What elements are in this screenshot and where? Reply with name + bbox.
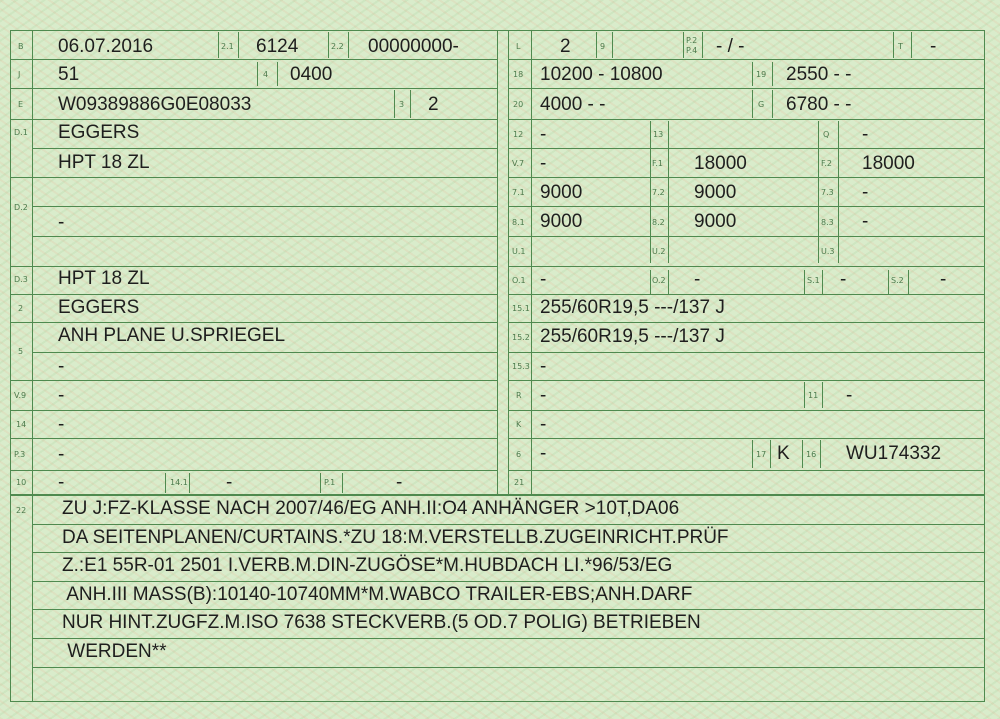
code-14-1-value: - <box>226 472 233 493</box>
vehicle-type-value: ANH PLANE U.SPRIEGEL <box>58 325 286 346</box>
code-u1: U.1 <box>512 247 526 256</box>
code-d2: D.2 <box>14 203 28 212</box>
max-speed-value: - <box>930 36 937 57</box>
hl-l-8 <box>10 266 498 267</box>
code-17-value: K <box>777 443 790 464</box>
remarks-line: DA SEITENPLANEN/CURTAINS.*ZU 18:M.VERSTELLB.ZUGEINRICHT.PRÜF <box>62 527 729 548</box>
code-12-value: - <box>540 124 547 145</box>
max-mass-technical-value: 18000 <box>694 153 747 174</box>
code-8-3: 8.3 <box>821 218 834 227</box>
code-8-1: 8.1 <box>512 218 525 227</box>
hl-l-11 <box>32 352 498 353</box>
sep-gb <box>772 90 773 118</box>
code-17: 17 <box>756 450 767 459</box>
standing-places-value: - <box>940 269 947 290</box>
hl-l-13 <box>10 410 498 411</box>
code-21: 21 <box>514 478 525 487</box>
type-key: 00000000- <box>368 36 459 57</box>
displacement-value: - <box>396 472 403 493</box>
permitted-axle-load-2-value: 9000 <box>694 211 737 232</box>
make-value: EGGERS <box>58 122 140 143</box>
trade-name-value: HPT 18 ZL <box>58 268 150 289</box>
document-number-value: WU174332 <box>846 443 942 464</box>
hl-rem-1 <box>32 524 984 525</box>
hl-r-9 <box>508 294 985 295</box>
frame-left <box>10 30 11 702</box>
hl-rem-3 <box>32 581 984 582</box>
sep-21 <box>218 32 219 58</box>
code-15-2: 15.2 <box>512 333 530 342</box>
code-10: 10 <box>16 478 27 487</box>
seats-value: - <box>840 269 847 290</box>
sep-g <box>752 90 753 118</box>
sep-4 <box>257 62 258 86</box>
col-f-a <box>650 121 651 263</box>
type-variant-value: - <box>58 212 65 233</box>
emission-code-value: - <box>58 414 65 435</box>
hl-l-4 <box>32 148 498 149</box>
hl-rem-2 <box>32 552 984 553</box>
sep-9b <box>612 32 613 58</box>
remarks-line: NUR HINT.ZUGFZ.M.ISO 7638 STECKVERB.(5 OD.7 POLIG) BETRIEBEN <box>62 612 701 633</box>
manufacturer-value: EGGERS <box>58 297 140 318</box>
hl-l-5 <box>10 177 498 178</box>
manufacturer-key: 6124 <box>256 36 299 57</box>
code-k: K <box>516 420 522 429</box>
hl-r-6 <box>508 206 985 207</box>
hl-r-8 <box>508 266 985 267</box>
code-u2: U.2 <box>652 247 666 256</box>
code-2: 2 <box>18 304 24 313</box>
sep-21b <box>238 32 239 58</box>
code-s2: S.2 <box>891 276 904 285</box>
code-j: J <box>18 70 21 79</box>
hl-rem-5 <box>32 638 984 639</box>
colour-code-value: - <box>846 385 853 406</box>
col-11-a <box>804 382 805 408</box>
hl-r-14 <box>508 438 985 439</box>
code-q: Q <box>823 130 830 139</box>
code-u3: U.3 <box>821 247 835 256</box>
axle-load-1-value: 9000 <box>540 182 583 203</box>
code-7-1: 7.1 <box>512 188 525 197</box>
sep-19b <box>772 62 773 86</box>
vehicle-class-value: 51 <box>58 64 80 85</box>
sep-22b <box>348 32 349 58</box>
hl-rem-6 <box>32 667 984 668</box>
co2-value: - <box>540 153 547 174</box>
left-code-divider <box>32 30 33 495</box>
colour-value: - <box>540 385 547 406</box>
sep-p1 <box>320 473 321 493</box>
height-value: 4000 - - <box>540 94 606 115</box>
sep-141 <box>165 473 166 493</box>
col-16-a <box>802 440 803 468</box>
sep-141b <box>189 473 190 493</box>
col-17-a <box>752 440 753 468</box>
permitted-axle-load-1-value: 9000 <box>540 211 583 232</box>
col-16-b <box>820 440 821 468</box>
sep-t <box>893 32 894 58</box>
check-digit-value: 2 <box>428 94 439 115</box>
center-divider-b <box>508 30 509 495</box>
remarks-line: WERDEN** <box>62 641 167 662</box>
tyres-axle-1-value: 255/60R19,5 ---/137 J <box>540 297 725 318</box>
col-17-b <box>770 440 771 468</box>
code-2-1: 2.1 <box>221 42 234 51</box>
col-s2-b <box>908 270 909 294</box>
frame-right <box>984 30 985 702</box>
right-code-divider <box>531 30 532 495</box>
code-6: 6 <box>516 450 522 459</box>
code-7-3: 7.3 <box>821 188 834 197</box>
vehicle-type-value-2: - <box>58 356 65 377</box>
towable-braked-value: - <box>540 269 547 290</box>
remarks-code-divider <box>32 495 33 701</box>
code-f1: F.1 <box>652 159 663 168</box>
max-mass-permissible-value: 18000 <box>862 153 915 174</box>
tyres-axle-2-value: 255/60R19,5 ---/137 J <box>540 326 725 347</box>
code-o1: O.1 <box>512 276 526 285</box>
axle-load-3-value: - <box>862 182 869 203</box>
permitted-axle-load-3-value: - <box>862 211 869 232</box>
code-7-2: 7.2 <box>652 188 665 197</box>
code-22: 22 <box>16 506 27 515</box>
code-b: B <box>18 42 24 51</box>
code-10-value: - <box>58 472 65 493</box>
sep-9 <box>596 32 597 58</box>
hl-r-12 <box>508 380 985 381</box>
hl-l-12 <box>10 380 498 381</box>
sep-22 <box>328 32 329 58</box>
hl-r-2 <box>508 88 985 89</box>
empty-mass-value: 6780 - - <box>786 94 852 115</box>
hl-remarks-top <box>10 494 985 496</box>
code-p3: P.3 <box>14 450 26 459</box>
sep-3 <box>394 90 395 118</box>
code-f2: F.2 <box>821 159 832 168</box>
hl-l-14 <box>10 438 498 439</box>
sep-3b <box>410 90 411 118</box>
code-16: 16 <box>806 450 817 459</box>
towable-unbraked-value: - <box>694 269 701 290</box>
code-12: 12 <box>513 130 524 139</box>
col-o2-b <box>668 270 669 294</box>
code-v7: V.7 <box>512 159 525 168</box>
hl-l-6 <box>32 206 498 207</box>
code-e: E <box>18 100 24 109</box>
code-14: 14 <box>16 420 27 429</box>
hl-r-5 <box>508 177 985 178</box>
width-value: 2550 - - <box>786 64 852 85</box>
sep-4b <box>277 62 278 86</box>
code-14-1: 14.1 <box>170 478 188 487</box>
code-p4: P.4 <box>686 46 698 55</box>
power-value: - / - <box>716 36 745 57</box>
sep-19 <box>752 62 753 86</box>
sep-p2b <box>702 32 703 58</box>
code-g: G <box>758 100 765 109</box>
center-divider-a <box>497 30 498 495</box>
code-2-2: 2.2 <box>331 42 344 51</box>
code-o2: O.2 <box>652 276 666 285</box>
hl-r-7 <box>508 236 985 237</box>
axles-value: 2 <box>560 36 571 57</box>
approval-date-value: - <box>540 443 547 464</box>
sep-tb <box>911 32 912 58</box>
code-l: L <box>516 42 521 51</box>
hl-r-15 <box>508 470 985 471</box>
vin-value: W09389886G0E08033 <box>58 94 252 115</box>
first-registration-date: 06.07.2016 <box>58 36 154 57</box>
hl-r-13 <box>508 410 985 411</box>
length-value: 10200 - 10800 <box>540 64 663 85</box>
code-5: 5 <box>18 347 24 356</box>
code-p2: P.2 <box>686 36 698 45</box>
hl-l-10 <box>10 322 498 323</box>
hl-l-15 <box>10 470 498 471</box>
code-13: 13 <box>653 130 664 139</box>
make-type-value: HPT 18 ZL <box>58 152 150 173</box>
emission-class-value: - <box>58 385 65 406</box>
code-t: T <box>898 42 903 51</box>
fuel-type-value: - <box>58 444 65 465</box>
code-s1: S.1 <box>807 276 820 285</box>
sep-p2 <box>683 32 684 58</box>
code-18: 18 <box>513 70 524 79</box>
code-8-2: 8.2 <box>652 218 665 227</box>
col-f-b <box>668 121 669 263</box>
col-11-b <box>822 382 823 408</box>
axle-load-2-value: 9000 <box>694 182 737 203</box>
tyres-axle-3-value: - <box>540 356 547 377</box>
frame-bottom <box>10 701 985 702</box>
col-s1-a <box>804 270 805 294</box>
hl-l-9 <box>10 294 498 295</box>
hl-rem-4 <box>32 609 984 610</box>
body-type-value: 0400 <box>290 64 333 85</box>
code-15-1: 15.1 <box>512 304 530 313</box>
code-r: R <box>516 391 522 400</box>
col-o2-a <box>650 270 651 294</box>
col-s1-b <box>822 270 823 294</box>
col-q-a <box>818 121 819 263</box>
code-d3: D.3 <box>14 275 28 284</box>
code-20: 20 <box>513 100 524 109</box>
code-v9: V.9 <box>14 391 27 400</box>
hl-r-11 <box>508 352 985 353</box>
sep-p1b <box>342 473 343 493</box>
hl-l-3 <box>10 119 498 120</box>
type-approval-value: - <box>540 414 547 435</box>
hl-l-7 <box>32 236 498 237</box>
col-q-b <box>838 121 839 263</box>
code-15-3: 15.3 <box>512 362 530 371</box>
hl-l-2 <box>10 88 498 89</box>
code-4: 4 <box>263 70 269 79</box>
col-s2-a <box>888 270 889 294</box>
remarks-line: Z.:E1 55R-01 2501 I.VERB.M.DIN-ZUGÖSE*M.HUBDACH LI.*96/53/EG <box>62 555 673 576</box>
code-11: 11 <box>808 391 819 400</box>
code-p1: P.1 <box>324 478 336 487</box>
code-19: 19 <box>756 70 767 79</box>
remarks-line: ANH.III MASS(B):10140-10740MM*M.WABCO TRAILER-EBS;ANH.DARF <box>62 584 693 605</box>
remarks-line: ZU J:FZ-KLASSE NACH 2007/46/EG ANH.II:O4 ANHÄNGER >10T,DA06 <box>62 498 680 519</box>
hl-r-10 <box>508 322 985 323</box>
code-3: 3 <box>399 100 405 109</box>
hl-r-3 <box>508 119 985 120</box>
hl-r-4 <box>508 148 985 149</box>
code-9: 9 <box>600 42 606 51</box>
code-d1: D.1 <box>14 128 28 137</box>
hl-r-1 <box>508 59 985 60</box>
power-weight-value: - <box>862 124 869 145</box>
hl-l-1 <box>10 59 498 60</box>
